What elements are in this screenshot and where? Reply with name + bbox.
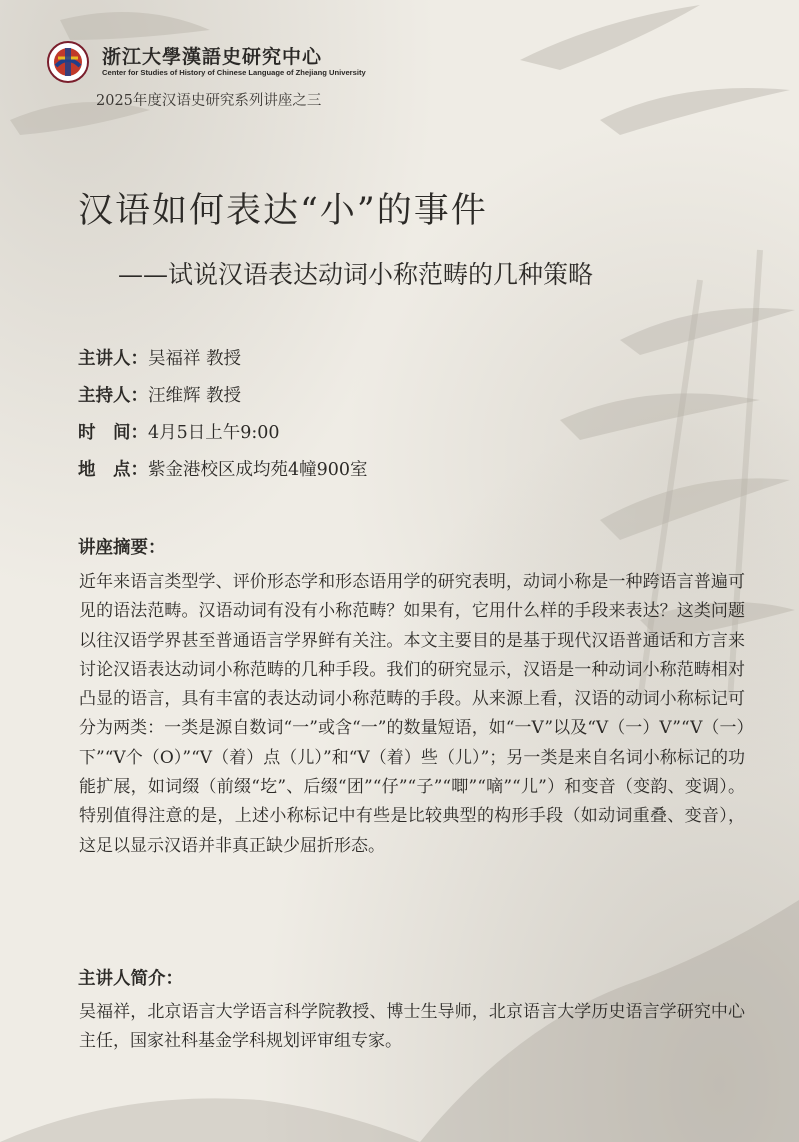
lecture-series: 2025年度汉语史研究系列讲座之三 <box>96 93 322 109</box>
bio-heading: 主讲人简介： <box>78 969 183 989</box>
lecture-info <box>78 345 368 493</box>
info-value: 汪维辉 教授 <box>148 386 242 406</box>
info-value: 吴福祥 教授 <box>148 349 242 369</box>
abstract-text: 近年来语言类型学、评价形态学和形态语用学的研究表明，动词小称是一种跨语言普遍可见的语法范畴。汉语动词有没有小称范畴？如果有，它用什么样的手段来表达？这类问题以往汉语学界甚至普通语言学界鲜有关注。本文主要目的是基于现代汉语普通话和方言来讨论汉语表达动词小称范畴的几种手段。我们的研究显示，汉语是一种动词小称范畴相对凸显的语言，具有丰富的表达动词小称范畴的手段。从来源上看，汉语的动词小称标记可分为两类：一类是源自数词“一”或含“一”的数量短语，如“一V”以及“V（一）V”“V（一）下”“V个（O）”“V（着）点（儿）”和“V（着）些（儿）”；另一类是来自名词小称标记的功能扩展，如词缀（前缀“圪”、后缀“团”“仔”“子”“唧”“嘀”“儿”）和变音（变韵、变调）。特别值得注意的是，上述小称标记中有些是比较典型的构形手段（如动词重叠、变音），这足以显示汉语并非真正缺少屈折形态。 <box>79 572 745 856</box>
info-speaker <box>78 345 368 382</box>
zhejiang-university-logo <box>46 40 90 84</box>
info-value: 4月5日上午9:00 <box>148 423 280 443</box>
institution-name-cn: 浙江大學漢語史研究中心 <box>102 46 323 68</box>
lecture-subtitle: ——试说汉语表达动词小称范畴的几种策略 <box>118 260 594 289</box>
info-host <box>78 382 368 419</box>
lecture-title: 汉语如何表达“小”的事件 <box>78 191 488 231</box>
info-location <box>78 456 368 493</box>
institution-name-en: Center for Studies of History of Chinese Language of Zhejiang University <box>102 68 366 77</box>
info-label: 地 点： <box>78 460 148 480</box>
info-value: 紫金港校区成均苑4幢900室 <box>148 460 368 480</box>
info-time <box>78 419 368 456</box>
abstract-heading: 讲座摘要： <box>78 538 166 558</box>
info-label: 主讲人： <box>78 349 148 369</box>
bio-text: 吴福祥，北京语言大学语言科学院教授、博士生导师，北京语言大学历史语言学研究中心主任，国家社科基金学科规划评审组专家。 <box>79 1002 745 1052</box>
info-label: 主持人： <box>78 386 148 406</box>
info-label: 时 间： <box>78 423 148 443</box>
